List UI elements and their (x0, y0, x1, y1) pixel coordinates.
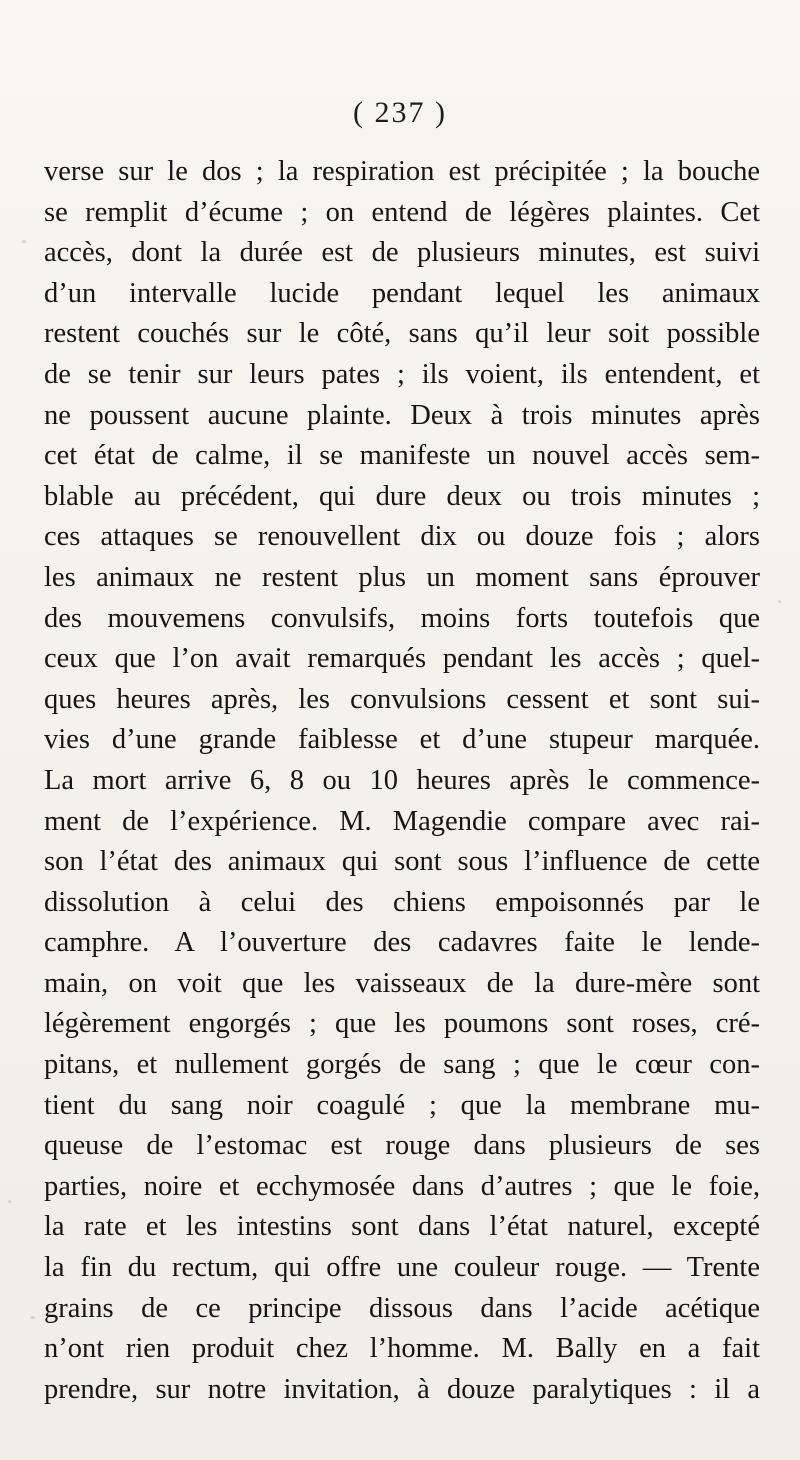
text-line: n’ont rien produit chez l’homme. M. Bally en a fait (44, 1333, 760, 1365)
text-line: de se tenir sur leurs pates ; ils voient, ils entendent, et (44, 358, 760, 390)
text-line: main, on voit que les vaisseaux de la dure-mère sont (44, 967, 760, 999)
text-line: d’un intervalle lucide pendant lequel les animaux (44, 277, 760, 309)
text-line: parties, noire et ecchymosée dans d’autres ; que le foie, (44, 1170, 760, 1202)
text-line: ces attaques se renouvellent dix ou douze fois ; alors (44, 521, 760, 553)
text-line: blable au précédent, qui dure deux ou trois minutes ; (44, 480, 760, 512)
paper-speck (8, 1200, 11, 1203)
text-line: ment de l’expérience. M. Magendie compare avec rai- (44, 805, 760, 837)
text-line: tient du sang noir coagulé ; que la membrane mu- (44, 1089, 760, 1121)
paper-speck (778, 600, 781, 603)
text-line: verse sur le dos ; la respiration est précipitée ; la bouche (44, 156, 760, 187)
text-line: vies d’une grande faiblesse et d’une stupeur marquée. (44, 724, 760, 756)
paper-speck (30, 1316, 35, 1319)
text-line: des mouvemens convulsifs, moins forts toutefois que (44, 602, 760, 634)
text-line: la fin du rectum, qui offre une couleur rouge. — Trente (44, 1252, 760, 1284)
text-line: restent couchés sur le côté, sans qu’il leur soit possible (44, 318, 760, 350)
text-line: cet état de calme, il se manifeste un nouvel accès sem- (44, 440, 760, 472)
text-line: camphre. A l’ouverture des cadavres faite le lende- (44, 927, 760, 959)
text-line: prendre, sur notre invitation, à douze paralytiques : il a (44, 1373, 760, 1405)
text-line: les animaux ne restent plus un moment sans éprouver (44, 561, 760, 593)
text-line: ques heures après, les convulsions cessent et sont sui- (44, 683, 760, 715)
text-line: ceux que l’on avait remarqués pendant les accès ; quel- (44, 643, 760, 675)
page-number: ( 237 ) (353, 96, 447, 129)
text-line: légèrement engorgés ; que les poumons sont roses, cré- (44, 1008, 760, 1040)
body-text (44, 152, 760, 1410)
text-line: queuse de l’estomac est rouge dans plusieurs de ses (44, 1130, 760, 1162)
text-line: dissolution à celui des chiens empoisonnés par le (44, 886, 760, 918)
text-line: ne poussent aucune plainte. Deux à trois minutes après (44, 399, 760, 431)
text-line: accès, dont la durée est de plusieurs minutes, est suivi (44, 237, 760, 269)
text-line: pitans, et nullement gorgés de sang ; que le cœur con- (44, 1049, 760, 1081)
text-line: la rate et les intestins sont dans l’état naturel, excepté (44, 1211, 760, 1243)
paper-speck (22, 240, 26, 243)
text-line: La mort arrive 6, 8 ou 10 heures après le commence- (44, 764, 760, 796)
text-line: son l’état des animaux qui sont sous l’influence de cette (44, 846, 760, 878)
text-line: se remplit d’écume ; on entend de légères plaintes. Cet (44, 196, 760, 228)
text-line: grains de ce principe dissous dans l’acide acétique (44, 1292, 760, 1324)
